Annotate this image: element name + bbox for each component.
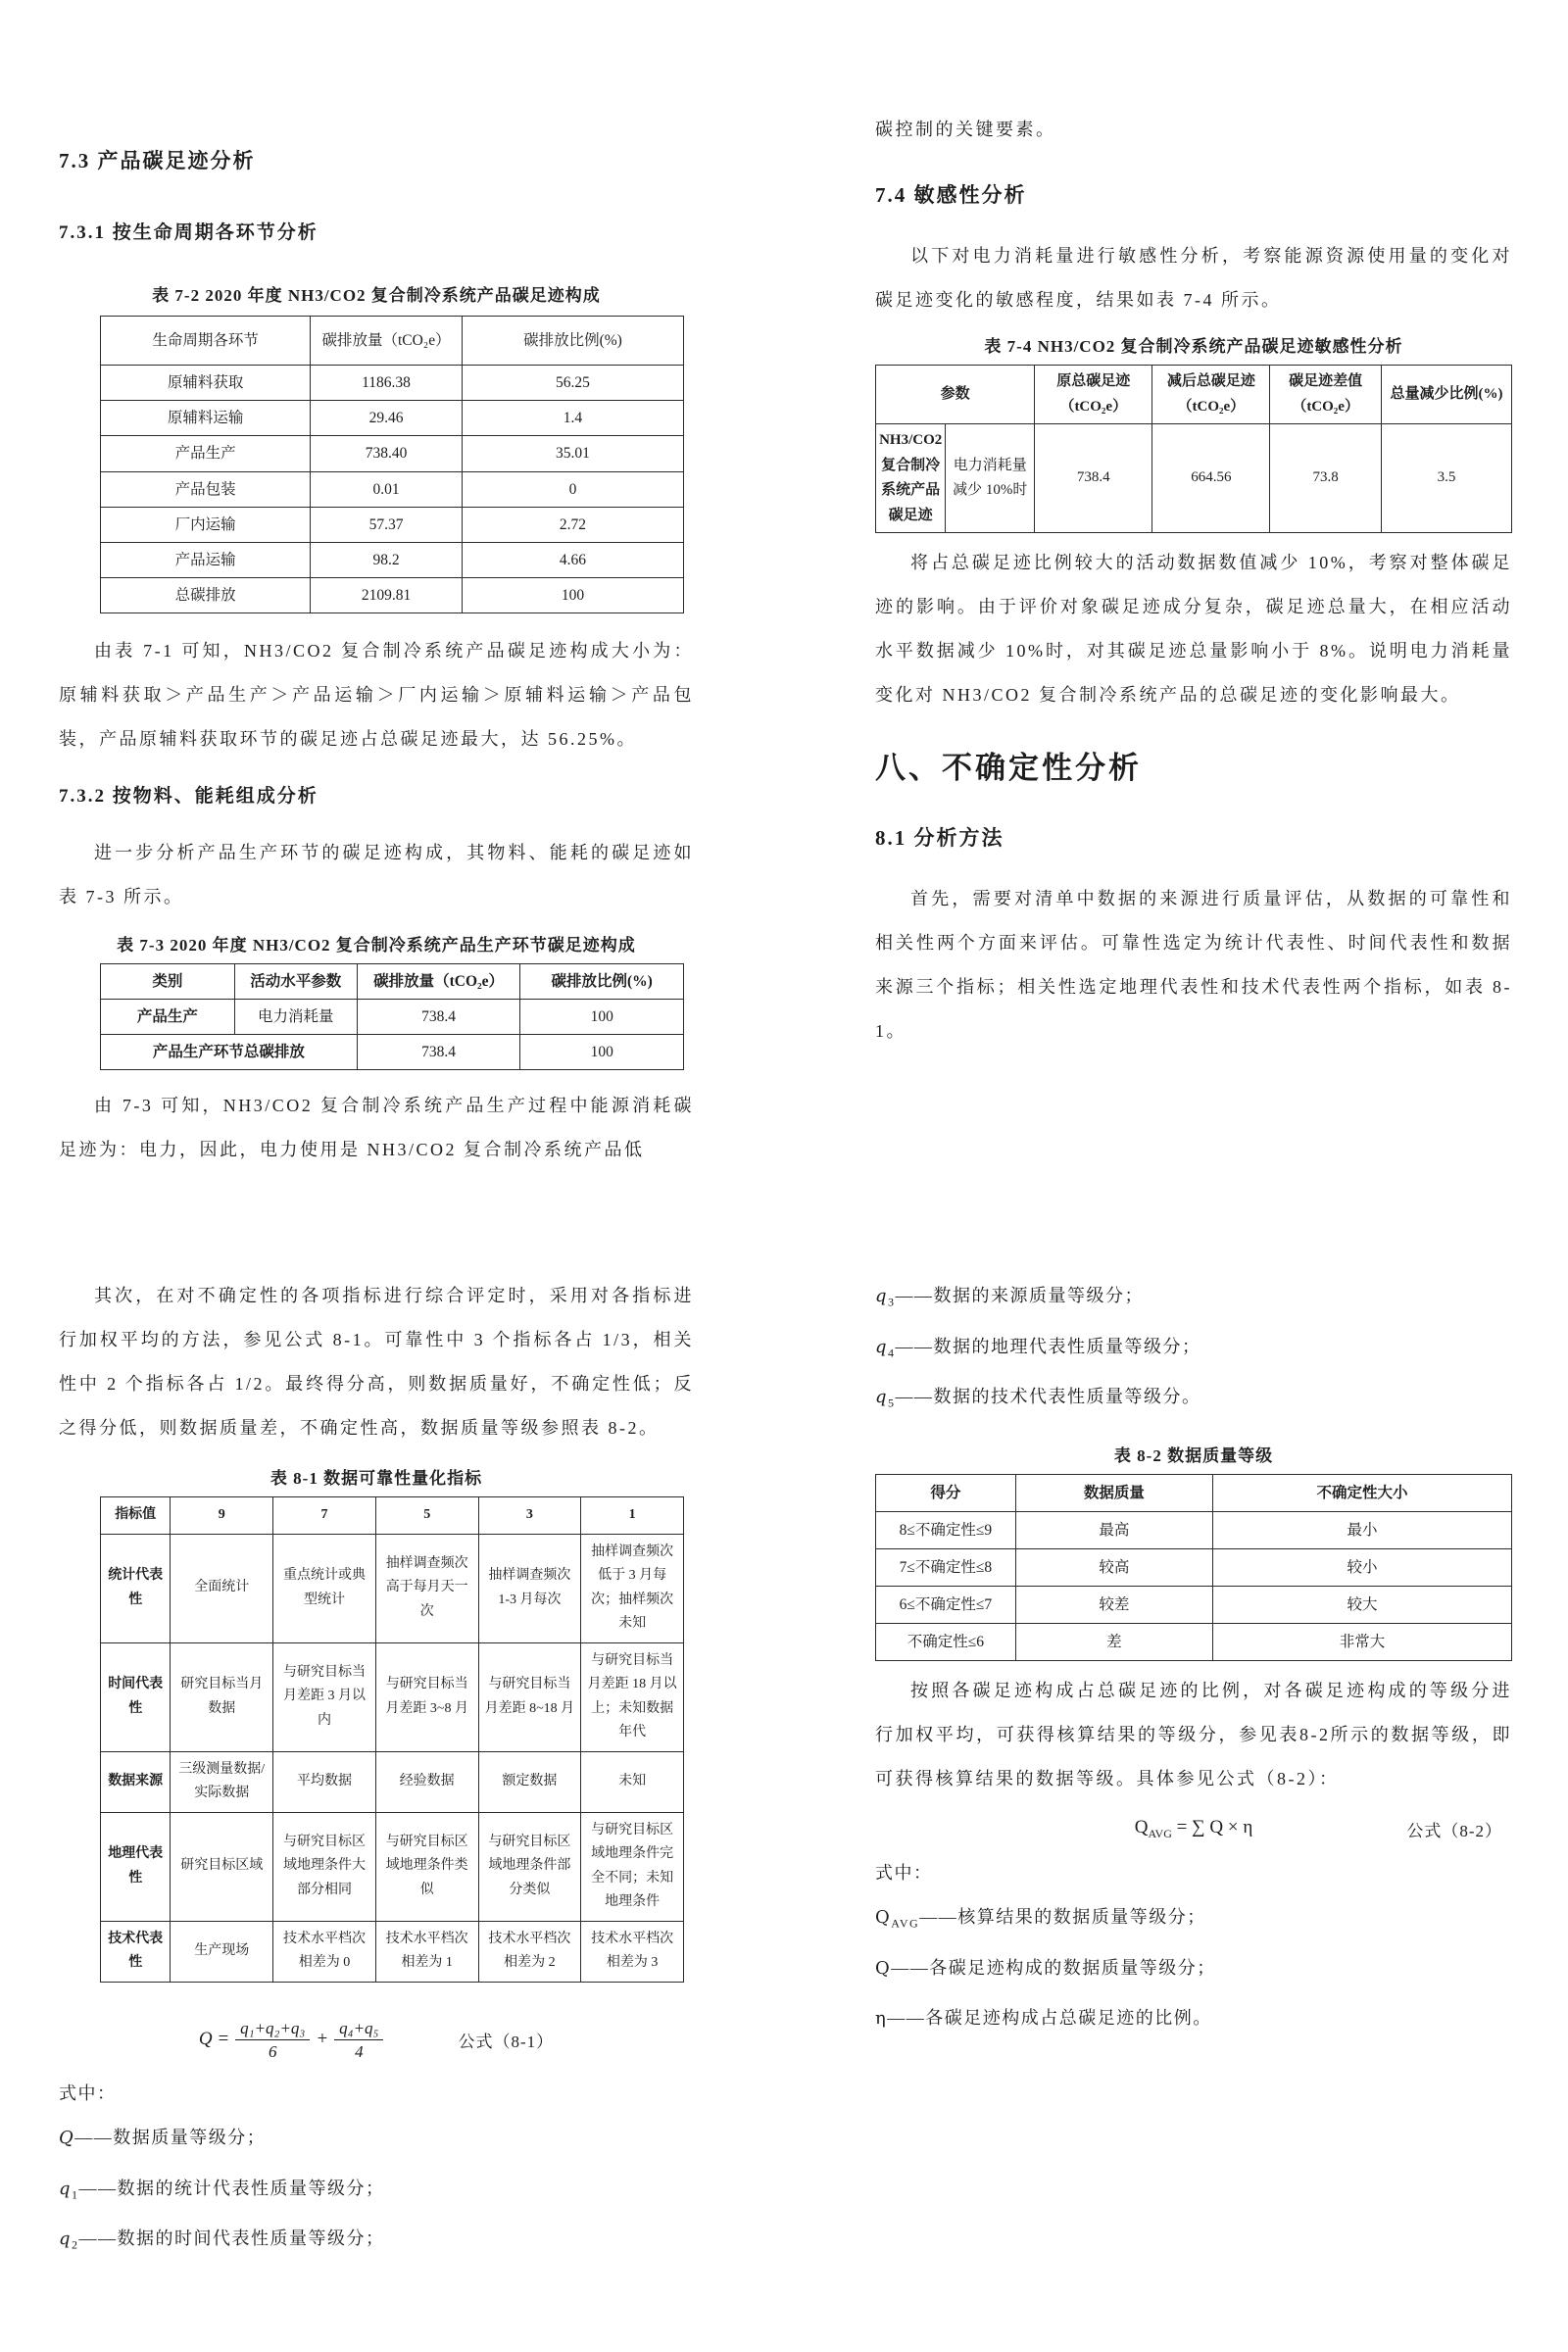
table-cell: 碳排放量（tCO₂e） — [311, 317, 463, 366]
table-cell: 抽样调查频次低于 3 月每次；抽样频次未知 — [581, 1534, 684, 1642]
table-cell: 100 — [520, 1035, 684, 1070]
table-cell: 原辅料获取 — [101, 366, 311, 401]
table-cell: 技术代表性 — [101, 1921, 171, 1982]
symbol: q — [875, 1387, 889, 1408]
table-row — [101, 471, 684, 507]
table-cell: 7≤不确定性≤8 — [876, 1549, 1016, 1587]
table-cell: 技术水平档次相差为 2 — [478, 1921, 581, 1982]
table-cell: 与研究目标区域地理条件完全不同；未知地理条件 — [581, 1812, 684, 1921]
fraction-denominator: 4 — [355, 2041, 364, 2061]
table-cell: 数据质量 — [1015, 1474, 1212, 1511]
fraction-numerator: q₁+q₂+q₃ — [235, 2018, 310, 2040]
table-cell: 35.01 — [462, 436, 683, 471]
table-cell: 57.37 — [311, 507, 463, 542]
table-cell: 1 — [581, 1497, 684, 1535]
table-7-4-caption: 表 7-4 NH3/CO2 复合制冷系统产品碳足迹敏感性分析 — [984, 337, 1403, 356]
table-cell: 5 — [375, 1497, 478, 1535]
table-cell: 8≤不确定性≤9 — [876, 1511, 1016, 1548]
table-7-3 — [100, 963, 684, 1070]
definition-line — [875, 1996, 1512, 2047]
definition-line — [875, 1325, 1512, 1376]
paragraph: 将占总碳足迹比例较大的活动数据数值减少 10%，考察对整体碳足迹的影响。由于评价对象碳足迹成分复杂，碳足迹总量大，在相应活动水平数据减少 10%时，对其碳足迹总量影响小于 8%。说明电力消耗量变化对 NH3/CO2 复合制冷系统产品的总碳足迹的变化影响最大。 — [875, 553, 1512, 705]
table-row — [101, 436, 684, 471]
formula-where: 式中： — [875, 1863, 933, 1884]
table-row — [876, 366, 1512, 424]
table-cell: 0.01 — [311, 471, 463, 507]
table-cell: 生产现场 — [171, 1921, 273, 1982]
page-bottom-left — [59, 1274, 694, 2268]
table-cell: 产品包装 — [101, 471, 311, 507]
table-cell: 738.4 — [1035, 424, 1152, 533]
table-cell: 全面统计 — [171, 1534, 273, 1642]
heading-7-3: 7.3 产品碳足迹分析 — [59, 149, 256, 172]
table-row — [101, 577, 684, 612]
table-cell: 73.8 — [1270, 424, 1382, 533]
formula-subscript: AVG — [1148, 1827, 1172, 1841]
paragraph: 按照各碳足迹构成占总碳足迹的比例，对各碳足迹构成的等级分进行加权平均，可获得核算结果的等级分，参见表8-2所示的数据等级，即可获得核算结果的数据等级。具体参见公式（8-2）： — [875, 1681, 1512, 1789]
table-row — [876, 1474, 1512, 1511]
table-cell: 产品生产 — [101, 436, 311, 471]
definition-text: ——各碳足迹构成的数据质量等级分； — [891, 1957, 1216, 1978]
formula-8-2 — [875, 1817, 1512, 1841]
fraction — [334, 2018, 383, 2063]
formula-where: 式中： — [59, 2083, 117, 2103]
heading-7-4: 7.4 敏感性分析 — [875, 183, 1027, 207]
definition-line — [875, 1274, 1512, 1325]
table-row — [101, 1812, 684, 1921]
fraction-denominator: 6 — [269, 2041, 277, 2061]
table-cell: 3 — [478, 1497, 581, 1535]
formula-lhs: Q = — [198, 2029, 230, 2050]
table-cell: 1.4 — [462, 401, 683, 436]
table-cell: 738.4 — [357, 1000, 520, 1035]
table-row — [101, 964, 684, 1000]
table-row — [876, 1511, 1512, 1548]
table-cell: 电力消耗量减少 10%时 — [946, 424, 1035, 533]
symbol: Q — [875, 1907, 892, 1929]
table-cell: 产品生产环节总碳排放 — [101, 1035, 358, 1070]
table-row — [876, 1624, 1512, 1661]
table-row — [101, 401, 684, 436]
definition-text: ——各碳足迹构成占总碳足迹的比例。 — [887, 2008, 1212, 2029]
table-cell: 较小 — [1212, 1549, 1511, 1587]
fraction — [235, 2018, 310, 2063]
table-cell: 统计代表性 — [101, 1534, 171, 1642]
heading-chapter-8: 八、不确定性分析 — [875, 751, 1142, 785]
table-cell: 最高 — [1015, 1511, 1212, 1548]
table-cell: 电力消耗量 — [234, 1000, 357, 1035]
table-cell: 738.4 — [357, 1035, 520, 1070]
symbol-subscript: 1 — [72, 2187, 79, 2202]
table-cell: 与研究目标当月差距 3 月以内 — [273, 1642, 376, 1751]
table-row — [101, 1497, 684, 1535]
heading-7-3-2: 7.3.2 按物料、能耗组成分析 — [59, 786, 318, 807]
table-cell: 厂内运输 — [101, 507, 311, 542]
table-cell: 与研究目标当月差距 18 月以上；未知数据年代 — [581, 1642, 684, 1751]
table-cell: 0 — [462, 471, 683, 507]
table-row — [101, 1000, 684, 1035]
paragraph: 由 7-3 可知，NH3/CO2 复合制冷系统产品生产过程中能源消耗碳足迹为：电力，因此，电力使用是 NH3/CO2 复合制冷系统产品低 — [59, 1096, 694, 1160]
table-cell: 与研究目标当月差距 8~18 月 — [478, 1642, 581, 1751]
symbol-subscript: 2 — [72, 2237, 79, 2252]
symbol: q — [59, 2178, 73, 2199]
symbol: η — [875, 2008, 888, 2030]
heading-8-1: 8.1 分析方法 — [875, 826, 1004, 850]
page-top-left — [59, 145, 694, 1172]
table-cell: 3.5 — [1381, 424, 1511, 533]
table-cell: 7 — [273, 1497, 376, 1535]
symbol: Q — [875, 1957, 892, 1979]
symbol-subscript: 4 — [888, 1346, 896, 1360]
table-cell: 碳足迹差值（tCO₂e） — [1270, 366, 1382, 424]
definition-line — [59, 2116, 694, 2167]
table-cell: 产品生产 — [101, 1000, 235, 1035]
table-row — [101, 542, 684, 577]
table-cell: 产品运输 — [101, 542, 311, 577]
paragraph: 进一步分析产品生产环节的碳足迹构成，其物料、能耗的碳足迹如表 7-3 所示。 — [59, 843, 694, 906]
table-cell: 原总碳足迹（tCO₂e） — [1035, 366, 1152, 424]
table-cell: 碳排放量（tCO₂e） — [357, 964, 520, 1000]
table-cell: 56.25 — [462, 366, 683, 401]
table-cell: 抽样调查频次高于每月天一次 — [375, 1534, 478, 1642]
table-cell: 98.2 — [311, 542, 463, 577]
formula-label: 公式（8-2） — [1406, 1822, 1502, 1841]
table-cell: 未知 — [581, 1751, 684, 1812]
definition-text: ——数据的来源质量等级分； — [895, 1286, 1145, 1305]
table-cell: 不确定性大小 — [1212, 1474, 1511, 1511]
table-row — [876, 424, 1512, 533]
definition-text: ——数据的时间代表性质量等级分； — [78, 2229, 385, 2249]
heading-7-3-1: 7.3.1 按生命周期各环节分析 — [59, 222, 318, 243]
table-cell: 三级测量数据/实际数据 — [171, 1751, 273, 1812]
table-cell: 6≤不确定性≤7 — [876, 1587, 1016, 1624]
definition-line — [875, 1375, 1512, 1426]
table-cell: NH3/CO2 复合制冷系统产品碳足迹 — [876, 424, 946, 533]
table-7-4 — [875, 365, 1512, 533]
table-cell: 总量减少比例(%) — [1381, 366, 1511, 424]
table-cell: 较大 — [1212, 1587, 1511, 1624]
definition-text: ——数据的技术代表性质量等级分。 — [895, 1387, 1201, 1407]
table-cell: 技术水平档次相差为 3 — [581, 1921, 684, 1982]
table-cell: 活动水平参数 — [234, 964, 357, 1000]
table-cell: 抽样调查频次 1-3 月每次 — [478, 1534, 581, 1642]
table-cell: 664.56 — [1152, 424, 1270, 533]
definition-text: ——数据的地理代表性质量等级分； — [895, 1336, 1201, 1356]
table-cell: 差 — [1015, 1624, 1212, 1661]
table-row — [101, 507, 684, 542]
table-cell: 与研究目标当月差距 3~8 月 — [375, 1642, 478, 1751]
table-row — [101, 1642, 684, 1751]
table-8-1 — [100, 1496, 684, 1983]
page-bottom-right — [875, 1274, 1512, 2047]
table-cell: 得分 — [876, 1474, 1016, 1511]
table-cell: 经验数据 — [375, 1751, 478, 1812]
table-7-2 — [100, 316, 684, 613]
table-cell: 额定数据 — [478, 1751, 581, 1812]
table-cell: 参数 — [876, 366, 1035, 424]
plus-sign: + — [316, 2029, 329, 2050]
table-cell: 较差 — [1015, 1587, 1212, 1624]
table-cell: 地理代表性 — [101, 1812, 171, 1921]
definition-line — [875, 1946, 1512, 1997]
table-7-2-caption: 表 7-2 2020 年度 NH3/CO2 复合制冷系统产品碳足迹构成 — [152, 286, 601, 305]
symbol-subscript: 3 — [888, 1295, 896, 1309]
table-cell: 738.40 — [311, 436, 463, 471]
table-row — [101, 1035, 684, 1070]
paragraph: 其次，在对不确定性的各项指标进行综合评定时，采用对各指标进行加权平均的方法，参见公式 8-1。可靠性中 3 个指标各占 1/3，相关性中 2 个指标各占 1/2。最终得分高，则数据质量好，不确定性低；反之得分低，则数据质量差，不确定性高，数据质量等级参照表 8-2。 — [59, 1286, 694, 1438]
table-cell: 时间代表性 — [101, 1642, 171, 1751]
table-cell: 与研究目标区域地理条件部分类似 — [478, 1812, 581, 1921]
formula-body: = ∑ Q × η — [1176, 1817, 1253, 1838]
table-cell: 重点统计或典型统计 — [273, 1534, 376, 1642]
table-cell: 数据来源 — [101, 1751, 171, 1812]
paragraph: 由表 7-1 可知，NH3/CO2 复合制冷系统产品碳足迹构成大小为：原辅料获取＞产品生产＞产品运输＞厂内运输＞原辅料运输＞产品包装，产品原辅料获取环节的碳足迹占总碳足迹最大，达 56.25%。 — [59, 641, 694, 749]
table-cell: 29.46 — [311, 401, 463, 436]
table-cell: 1186.38 — [311, 366, 463, 401]
table-row — [876, 1587, 1512, 1624]
table-cell: 类别 — [101, 964, 235, 1000]
definition-line — [59, 2217, 694, 2268]
symbol: q — [875, 1336, 889, 1357]
table-cell: 生命周期各环节 — [101, 317, 311, 366]
table-cell: 9 — [171, 1497, 273, 1535]
paragraph-continuation: 碳控制的关键要素。 — [875, 120, 1056, 139]
table-cell: 不确定性≤6 — [876, 1624, 1016, 1661]
definition-text: ——数据的统计代表性质量等级分； — [78, 2178, 385, 2198]
table-cell: 2.72 — [462, 507, 683, 542]
table-cell: 较高 — [1015, 1549, 1212, 1587]
table-cell: 研究目标区域 — [171, 1812, 273, 1921]
table-cell: 技术水平档次相差为 0 — [273, 1921, 376, 1982]
table-cell: 碳排放比例(%) — [462, 317, 683, 366]
table-cell: 100 — [520, 1000, 684, 1035]
fraction-numerator: q₄+q₅ — [334, 2018, 383, 2040]
table-row — [876, 1549, 1512, 1587]
table-8-2-caption: 表 8-2 数据质量等级 — [1113, 1446, 1274, 1465]
table-cell: 总碳排放 — [101, 577, 311, 612]
table-cell: 研究目标当月数据 — [171, 1642, 273, 1751]
table-8-2 — [875, 1474, 1512, 1662]
definition-line — [875, 1895, 1512, 1946]
symbol: q — [875, 1286, 889, 1306]
table-row — [101, 1534, 684, 1642]
symbol: Q — [59, 2128, 75, 2148]
definition-text: ——数据质量等级分； — [74, 2128, 267, 2147]
table-7-3-caption: 表 7-3 2020 年度 NH3/CO2 复合制冷系统产品生产环节碳足迹构成 — [117, 936, 636, 955]
definition-line — [59, 2167, 694, 2218]
table-8-1-caption: 表 8-1 数据可靠性量化指标 — [270, 1469, 483, 1488]
table-row — [101, 317, 684, 366]
table-cell: 平均数据 — [273, 1751, 376, 1812]
formula-label: 公式（8-1） — [458, 2032, 555, 2051]
table-cell: 与研究目标区域地理条件大部分相同 — [273, 1812, 376, 1921]
table-cell: 最小 — [1212, 1511, 1511, 1548]
table-cell: 原辅料运输 — [101, 401, 311, 436]
table-cell: 100 — [462, 577, 683, 612]
symbol: q — [59, 2229, 73, 2250]
paragraph: 以下对电力消耗量进行敏感性分析，考察能源资源使用量的变化对碳足迹变化的敏感程度，结果如表 7-4 所示。 — [875, 246, 1512, 310]
table-row — [101, 366, 684, 401]
definition-text: ——核算结果的数据质量等级分； — [919, 1907, 1206, 1928]
table-row — [101, 1921, 684, 1982]
table-cell: 指标值 — [101, 1497, 171, 1535]
table-cell: 碳排放比例(%) — [520, 964, 684, 1000]
page-top-right — [875, 108, 1512, 1054]
table-cell: 与研究目标区域地理条件类似 — [375, 1812, 478, 1921]
paragraph: 首先，需要对清单中数据的来源进行质量评估，从数据的可靠性和相关性两个方面来评估。可靠性选定为统计代表性、时间代表性和数据来源三个指标；相关性选定地理代表性和技术代表性两个指标，如表 8-1。 — [875, 889, 1512, 1041]
symbol-subscript: 5 — [888, 1396, 896, 1410]
table-row — [101, 1751, 684, 1812]
table-cell: 4.66 — [462, 542, 683, 577]
formula-8-1 — [59, 2018, 694, 2063]
symbol-subscript: AVG — [891, 1916, 920, 1931]
table-cell: 减后总碳足迹（tCO₂e） — [1152, 366, 1270, 424]
table-cell: 2109.81 — [311, 577, 463, 612]
table-cell: 技术水平档次相差为 1 — [375, 1921, 478, 1982]
formula-symbol: Q — [1134, 1817, 1149, 1838]
table-cell: 非常大 — [1212, 1624, 1511, 1661]
